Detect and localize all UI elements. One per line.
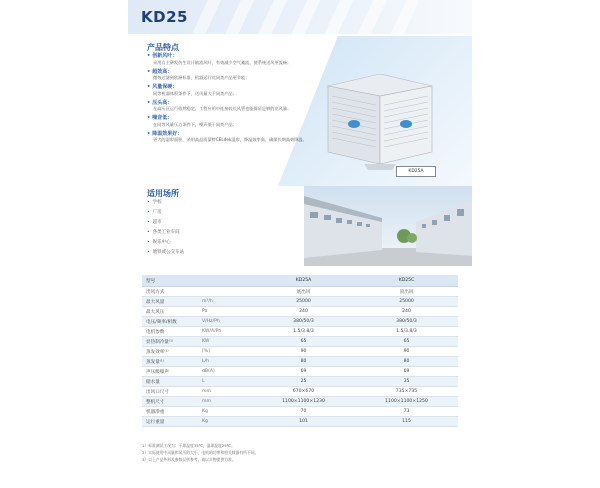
table-row <box>142 317 458 327</box>
table-header-kd25a: KD25A <box>252 275 355 287</box>
spec-value-kd25c: 380/50/3 <box>355 317 458 327</box>
spec-unit: mm <box>202 387 252 397</box>
spec-label: 最大风压 <box>142 307 202 317</box>
use-item: • 超市 <box>147 218 184 228</box>
footnote: 1）标准测试工况为：干球温度35℃，湿球温度25℃。 <box>142 443 235 448</box>
features-list <box>147 53 327 146</box>
table-row <box>142 327 458 337</box>
product-page <box>128 0 472 488</box>
use-item: • 地铁或公交车站 <box>147 248 184 258</box>
table-header-kd25c: KD25C <box>355 275 458 287</box>
spec-label: 蒸发效率⁽¹⁾ <box>142 347 202 357</box>
feature-description: 微效过滤到欧洲标准，机器运行比同类产品更节能； <box>153 75 250 80</box>
spec-label: 运行重量 <box>142 417 202 427</box>
table-row <box>142 417 458 427</box>
feature-item <box>147 115 327 128</box>
spec-label: 最大风量 <box>142 297 202 307</box>
spec-unit: Kg <box>202 417 252 427</box>
spec-value-kd25a: 69 <box>252 367 355 377</box>
spec-value-kd25c: 80 <box>355 357 458 367</box>
spec-label: 出风方式 <box>142 287 202 297</box>
table-row <box>142 407 458 417</box>
spec-value-kd25c: 735×735 <box>355 387 458 397</box>
feature-title: • 创新风叶： <box>147 53 327 60</box>
spec-label: 声压级噪声 <box>142 367 202 377</box>
table-row <box>142 347 458 357</box>
spec-value-kd25c: 1.5/3.8/3 <box>355 327 458 337</box>
spec-unit: [%] <box>202 347 252 357</box>
feature-title: • 噪音低： <box>147 115 327 122</box>
spec-unit: L <box>202 377 252 387</box>
spec-label: 整机尺寸 <box>142 397 202 407</box>
spec-value-kd25a: 670×670 <box>252 387 355 397</box>
spec-value-kd25a: 70 <box>252 407 355 417</box>
table-row <box>142 387 458 397</box>
table-row <box>142 357 458 367</box>
table-header-row <box>142 275 458 287</box>
feature-item <box>147 100 327 113</box>
use-item: • 各类工业车间 <box>147 228 184 238</box>
spec-label: 出风口尺寸 <box>142 387 202 397</box>
feature-description: 采用自主研发仿生设计轴流风叶，有效减少空气紊流，使系统送风更流畅； <box>153 59 292 65</box>
table-row <box>142 337 458 347</box>
factory-installation-photo <box>304 186 472 266</box>
spec-label: 电压/频率/相数 <box>142 317 202 327</box>
spec-unit: mm <box>202 397 252 407</box>
spec-unit: V/Hz/Ph <box>202 317 252 327</box>
spec-unit: L/h <box>202 357 252 367</box>
table-row <box>142 397 458 407</box>
footnotes <box>142 442 462 463</box>
feature-item <box>147 131 327 144</box>
model-title: KD25 <box>141 8 188 26</box>
table-row <box>142 287 458 297</box>
spec-label: 储水量 <box>142 377 202 387</box>
feature-title: • 降温效果好： <box>147 131 327 138</box>
spec-label: 电机参数 <box>142 327 202 337</box>
spec-value-kd25c: 1100×1100×1250 <box>355 397 458 407</box>
table-row <box>142 307 458 317</box>
table-row <box>142 377 458 387</box>
table-row <box>142 297 458 307</box>
spec-value-kd25c: 240 <box>355 307 458 317</box>
spec-value-kd25a: 25 <box>252 377 355 387</box>
spec-value-kd25a: 65 <box>252 337 355 347</box>
feature-description: 在同等风量压力条件下，噪声低于同类产品； <box>153 121 237 127</box>
spec-unit: KW <box>202 337 252 347</box>
air-cooler-product-image <box>324 72 436 172</box>
feature-description: 更大的湿帘面积，采用高品质蒙特CELdek湿帘，降温效率高，确保长期高效降温。 <box>153 137 307 142</box>
spec-value-kd25a: 90 <box>252 347 355 357</box>
feature-item <box>147 53 327 66</box>
uses-list <box>147 198 184 258</box>
spec-unit: dB(A) <box>202 367 252 377</box>
spec-value-kd25c: 115 <box>355 417 458 427</box>
spec-value-kd25a: 1100×1100×1230 <box>252 397 355 407</box>
use-item: • 娱乐中心 <box>147 238 184 248</box>
use-item: • 学校 <box>147 198 184 208</box>
footnote: 3）以上产品外形及参数仅供参考，请以实物提供为准。 <box>142 457 236 462</box>
feature-description: 在高压区运行依然稳定，工程应用中连接较长风管也能保证足够的出风量； <box>153 106 292 111</box>
spec-label: 机器净重 <box>142 407 202 417</box>
footnote: 2）实际使用中风量和风压的大小，电机的功率和相关数据有所不同。 <box>142 450 259 455</box>
spec-value-kd25c: 顶出风 <box>355 287 458 297</box>
spec-table <box>142 275 458 427</box>
spec-value-kd25c: 35 <box>355 377 458 387</box>
spec-unit: Pa <box>202 307 252 317</box>
feature-title: • 压头高： <box>147 100 327 107</box>
uses-heading: 适用场所 <box>147 189 179 198</box>
spec-label: 显热制冷量⁽¹⁾ <box>142 337 202 347</box>
spec-value-kd25c: 65 <box>355 337 458 347</box>
table-row <box>142 367 458 377</box>
spec-unit: Kg <box>202 407 252 417</box>
features-heading: 产品特点 <box>147 43 179 52</box>
spec-value-kd25c: 25000 <box>355 297 458 307</box>
spec-value-kd25c: 73 <box>355 407 458 417</box>
feature-title: • 风量保硬： <box>147 84 327 91</box>
spec-value-kd25c: 69 <box>355 367 458 377</box>
feature-item <box>147 84 327 97</box>
spec-value-kd25a: 底出风 <box>252 287 355 297</box>
spec-value-kd25a: 240 <box>252 307 355 317</box>
spec-value-kd25a: 25000 <box>252 297 355 307</box>
spec-value-kd25c: 90 <box>355 347 458 357</box>
spec-value-kd25a: 1.5/3.8/3 <box>252 327 355 337</box>
spec-value-kd25a: 101 <box>252 417 355 427</box>
table-header-model: 型号 <box>142 275 202 287</box>
spec-value-kd25a: 80 <box>252 357 355 367</box>
spec-value-kd25a: 380/50/3 <box>252 317 355 327</box>
spec-unit: m³/h <box>202 297 252 307</box>
use-item: • 厂房 <box>147 208 184 218</box>
spec-unit <box>202 287 252 297</box>
spec-label: 蒸发量⁽¹⁾ <box>142 357 202 367</box>
feature-item <box>147 69 327 82</box>
feature-description: 同等机器体积条件下，送风量大于同类产品； <box>153 90 237 96</box>
feature-title: • 超效高： <box>147 69 327 76</box>
spec-unit: KW/A/Ph <box>202 327 252 337</box>
product-model-label: KD25A <box>396 166 436 177</box>
